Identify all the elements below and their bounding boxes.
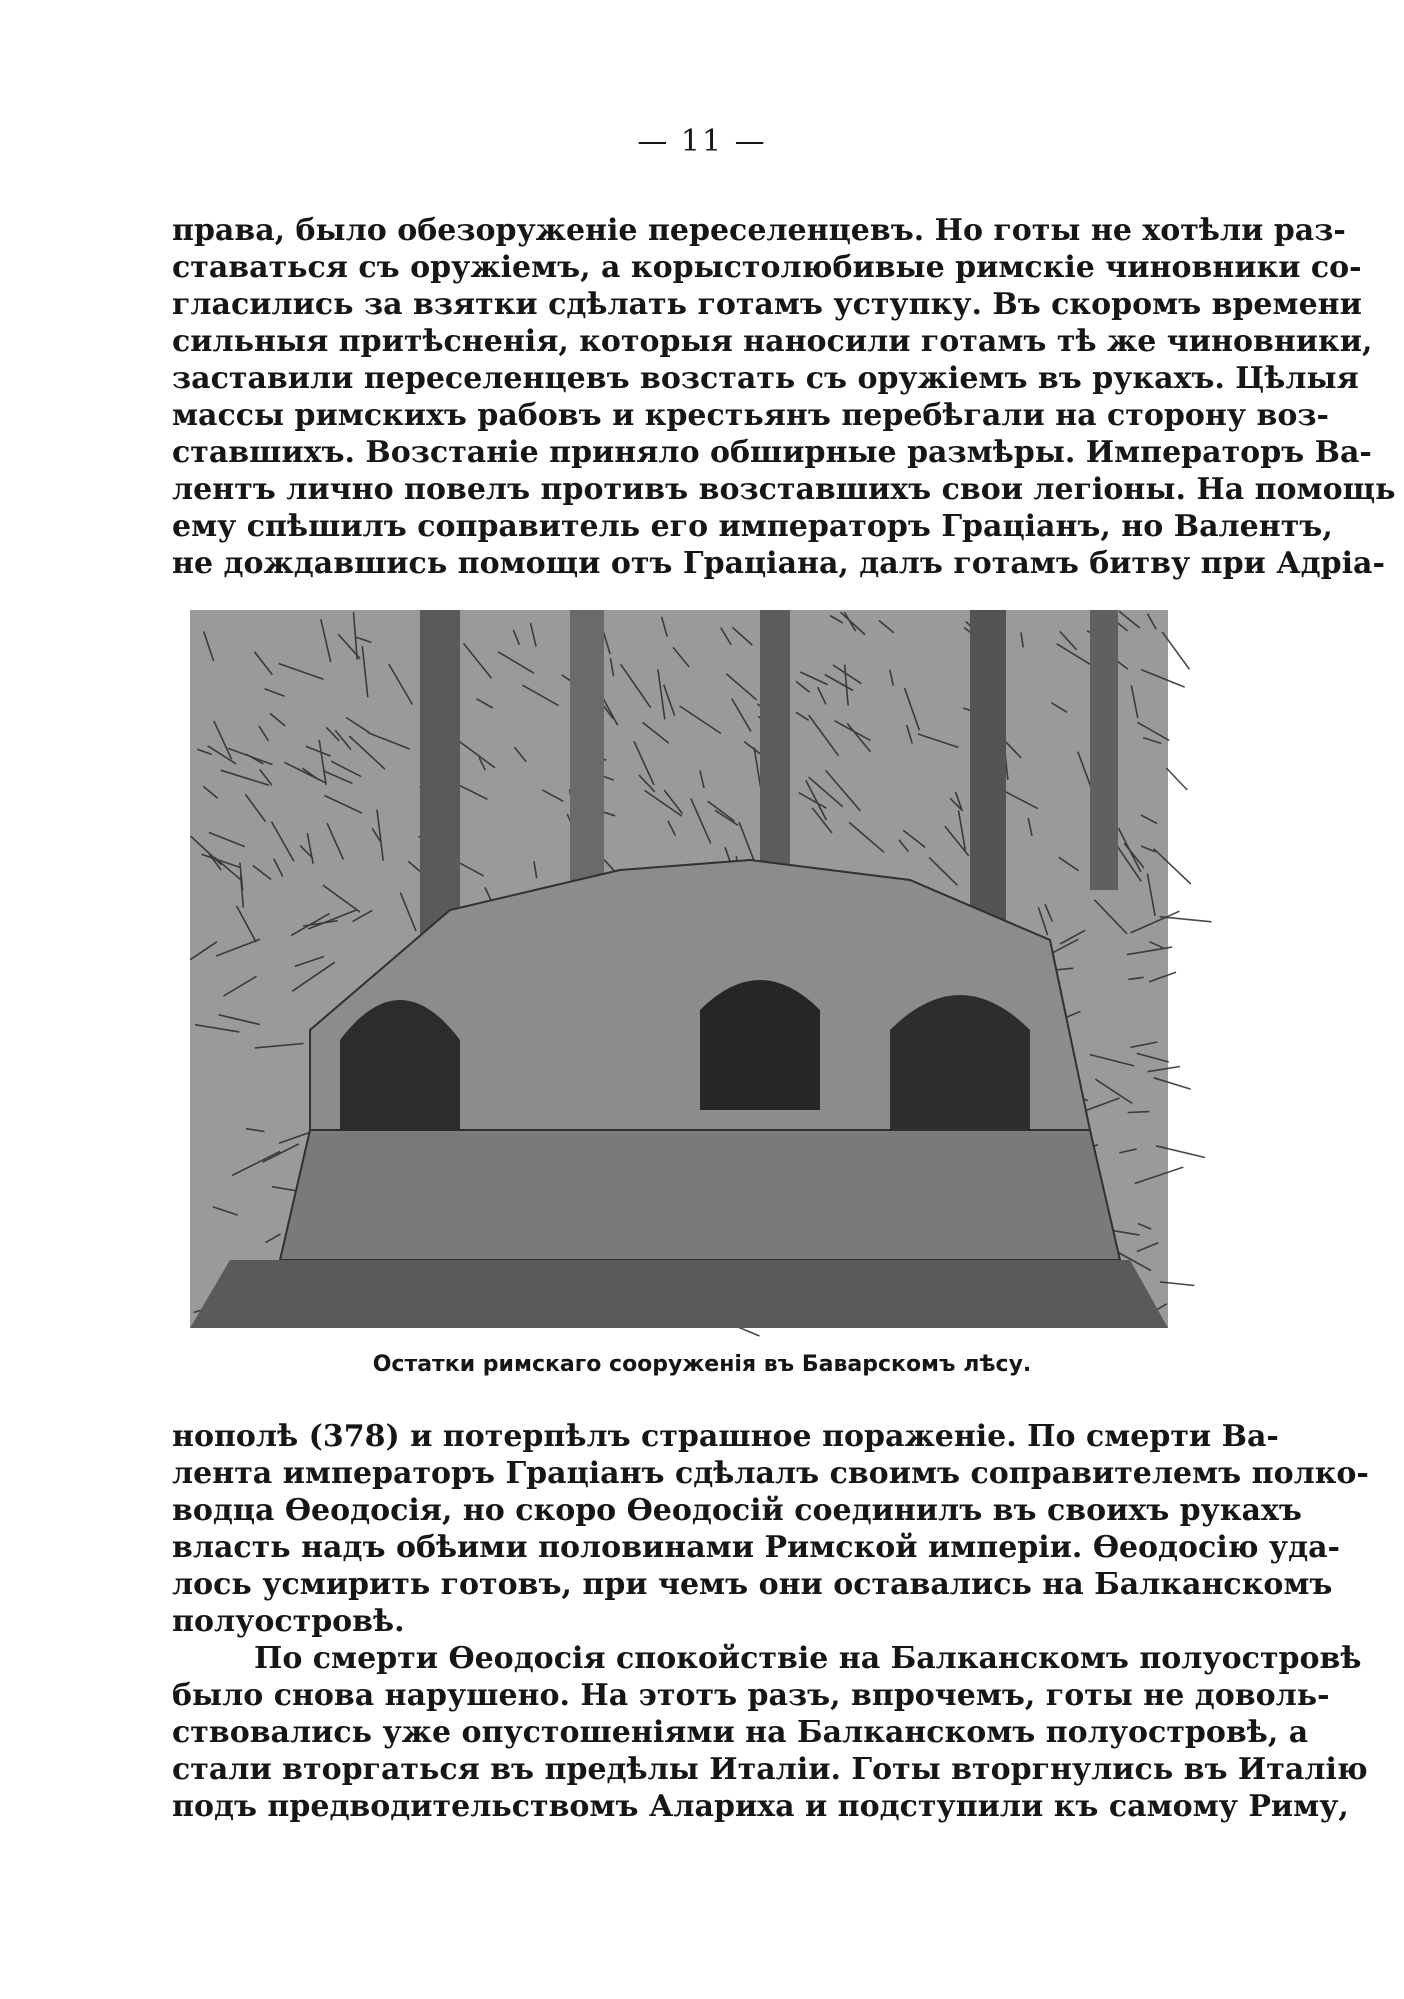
- text-line: заставили переселенцевъ возстать съ оружіемъ въ рукахъ. Цѣлыя: [172, 361, 1359, 396]
- text-line: лентъ лично повелъ противъ возставшихъ свои легіоны. На помощь: [172, 472, 1396, 507]
- paragraph-top: [172, 212, 1396, 582]
- text-line: ставаться съ оружіемъ, а корыстолюбивые римскіе чиновники со-: [172, 250, 1362, 285]
- text-line: было снова нарушено. На этотъ разъ, впрочемъ, готы не доволь-: [172, 1678, 1330, 1713]
- roman-ruins-forest-engraving: [190, 610, 1168, 1328]
- text-line: сильныя притѣсненія, которыя наносили готамъ тѣ же чиновники,: [172, 324, 1373, 359]
- text-line: лента императоръ Граціанъ сдѣлалъ своимъ соправителемъ полко-: [172, 1456, 1369, 1491]
- text-line: подъ предводительствомъ Алариха и подступили къ самому Риму,: [172, 1789, 1349, 1824]
- text-line: лось усмирить готовъ, при чемъ они оставались на Балканскомъ: [172, 1567, 1333, 1602]
- text-line: ставшихъ. Возстаніе приняло обширные размѣры. Императоръ Ва-: [172, 435, 1372, 470]
- text-line: гласились за взятки сдѣлать готамъ уступку. Въ скоромъ времени: [172, 287, 1362, 322]
- text-line: водца Ѳеодосія, но скоро Ѳеодосій соединилъ въ своихъ рукахъ: [172, 1493, 1302, 1528]
- paragraph-continued: [172, 1418, 1369, 1825]
- engraving-illustration: [190, 610, 1168, 1328]
- text-line: стали вторгаться въ предѣлы Италіи. Готы вторгнулись въ Италію: [172, 1752, 1368, 1787]
- text-line: права, было обезоруженіе переселенцевъ. Но готы не хотѣли раз-: [172, 213, 1346, 248]
- text-line: нополѣ (378) и потерпѣлъ страшное пораженіе. По смерти Ва-: [172, 1419, 1279, 1454]
- text-line: массы римскихъ рабовъ и крестьянъ перебѣгали на сторону воз-: [172, 398, 1329, 433]
- figure-caption: Остатки римскаго сооруженія въ Баварскомъ лѣсу.: [372, 1352, 1032, 1377]
- text-line: не дождавшись помощи отъ Граціана, далъ готамъ битву при Адріа-: [172, 546, 1385, 581]
- text-line: полуостровѣ.: [172, 1604, 405, 1639]
- page-number: — 11 —: [637, 124, 767, 159]
- text-line: По смерти Ѳеодосія спокойствіе на Балканскомъ полуостровѣ: [254, 1641, 1362, 1676]
- text-line: ему спѣшилъ соправитель его императоръ Граціанъ, но Валентъ,: [172, 509, 1333, 544]
- text-line: ствовались уже опустошеніями на Балканскомъ полуостровѣ, а: [172, 1715, 1309, 1750]
- text-line: власть надъ обѣими половинами Римской имперіи. Ѳеодосію уда-: [172, 1530, 1341, 1565]
